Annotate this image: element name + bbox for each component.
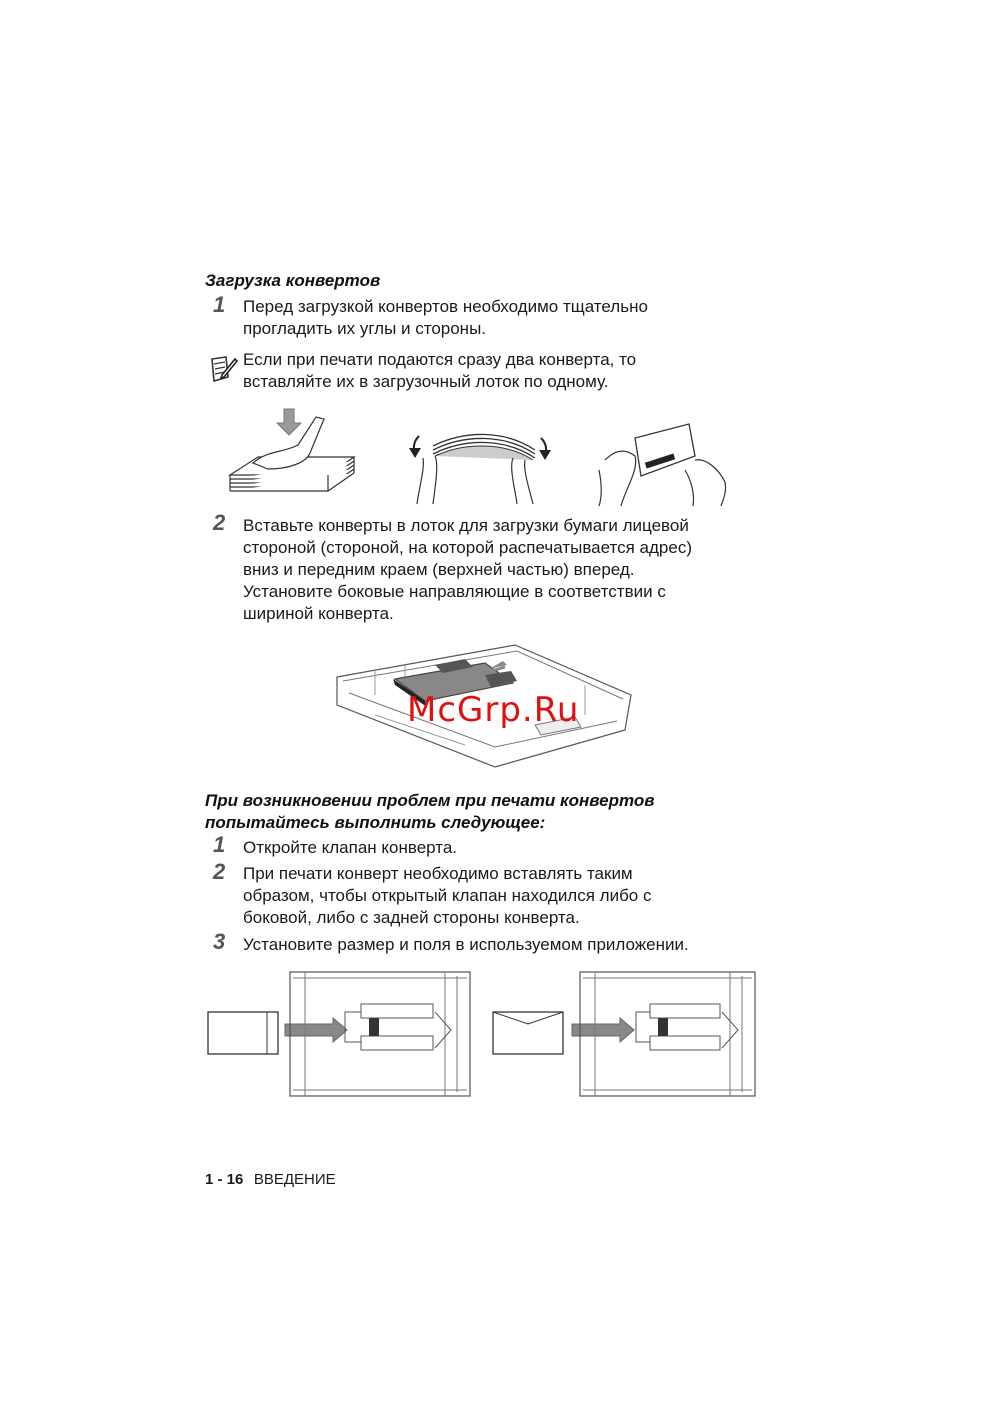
step-2-text-line-1: Вставьте конверты в лоток для загрузки бумаги лицевой [243,516,689,535]
section-heading-loading-envelopes: Загрузка конвертов [205,271,381,290]
troubleshoot-step-2-text-line-1: При печати конверт необходимо вставлять таким [243,864,633,883]
page-footer [205,1171,336,1189]
step-number: 1 [213,292,226,317]
section-heading-troubleshooting-line-1: При возникновении проблем при печати конвертов [205,791,655,810]
illustration-envelope-back-flap-into-tray [490,968,760,1098]
troubleshoot-step-3-text: Установите размер и поля в используемом приложении. [243,935,689,954]
watermark: McGrp.Ru [407,690,580,730]
step-2-text-line-2: стороной (стороной, на которой распечатывается адрес) [243,538,692,557]
step-number: 2 [213,510,226,535]
troubleshoot-step-2-text-line-3: боковой, либо с задней стороны конверта. [243,908,580,927]
troubleshoot-step-1-text: Откройте клапан конверта. [243,838,458,857]
step-2-text-line-3: вниз и передним краем (верхней частью) вперед. [243,560,635,579]
step-2-text-line-5: шириной конверта. [243,604,394,623]
illustration-flatten-envelope-stack [228,405,358,505]
step-1-text-line-2: прогладить их углы и стороны. [243,319,487,338]
note-text-line-2: вставляйте их в загрузочный лоток по одному. [243,372,609,391]
step-1-text-line-1: Перед загрузкой конвертов необходимо тщательно [243,297,648,316]
step-number: 2 [213,859,226,884]
note-pencil-icon [208,353,238,385]
page-number: 1 - 16 [205,1171,244,1188]
note-text-line-1: Если при печати подаются сразу два конверта, то [243,350,637,369]
illustration-bend-envelope-stack [405,428,555,506]
illustration-press-envelope-edges [595,420,735,508]
step-number: 1 [213,832,226,857]
step-number: 3 [213,929,226,954]
troubleshoot-step-2-text-line-2: образом, чтобы открытый клапан находился либо с [243,886,652,905]
illustration-envelope-side-flap-into-tray [205,968,475,1098]
section-heading-troubleshooting-line-2: попытайтесь выполнить следующее: [205,813,546,832]
step-2-text-line-4: Установите боковые направляющие в соответствии с [243,582,666,601]
section-label: ВВЕДЕНИЕ [253,1171,336,1188]
